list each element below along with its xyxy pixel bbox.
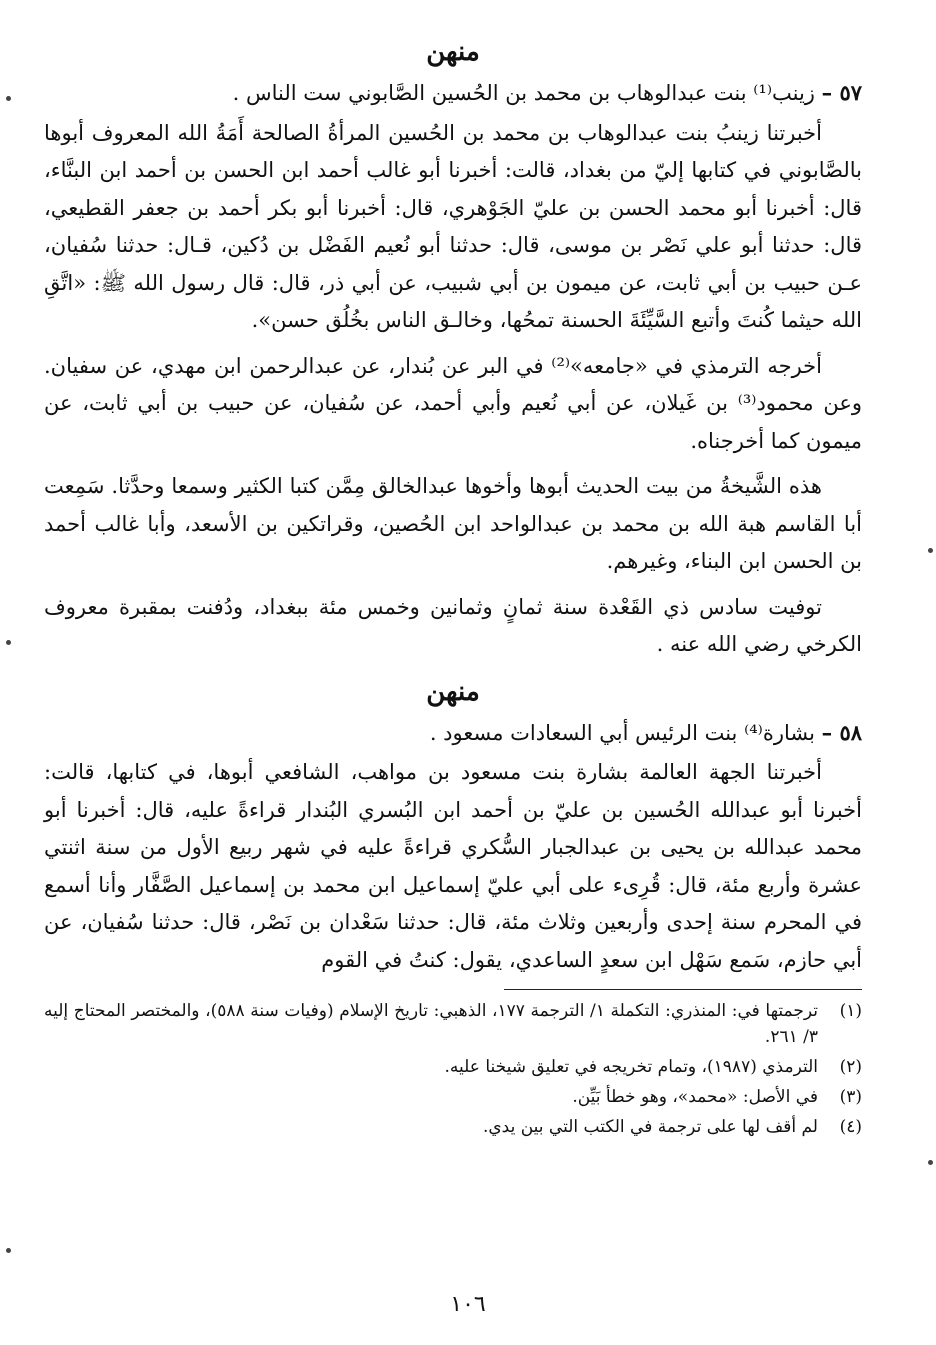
footnote-number: (٣) <box>839 1087 862 1107</box>
footnote-3 <box>44 1084 862 1110</box>
paragraph-isnad-58: أخبرتنا الجهة العالمة بشارة بنت مسعود بن مواهب، الشافعي أبوها، في كتابها، قالت: أخبرنا أبو عبدالله الحُسين بن عليّ بن أحمد ابن البُسري البُندار قراءةً عليه، قال: أخبرنا أبو محمد عبدالله بن يحيى بن عبدالجبار السُّكري قراءةً عليه في شهر ربيع الأول من سنة اثنتي عشرة وأربع مئة، قال: قُرِىء على أبي عليّ إسماعيل ابن محمد بن إسماعيل الصَّفَّار وأنا أسمع في المحرم سنة إحدى وأربعين وثلاث مئة، قال: حدثنا سَعْدان بن نَصْر، قال: حدثنا سُفيان، عن أبي حازم، سَمع سَهْل ابن سعدٍ الساعدي، يقول: كنتُ في القوم <box>44 760 862 972</box>
footnote-2 <box>44 1054 862 1080</box>
footnote-number: (٢) <box>839 1057 862 1077</box>
paragraph-biography-57: هذه الشَّيخةُ من بيت الحديث أبوها وأخوها عبدالخالق مِمَّن كتبا الكثير وسمعا وحدَّثا. سَمِعت أبا القاسم هبة الله بن محمد بن عبدالواحد ابن الحُصين، وقراتكين بن الأسعد، وأبا غالب أحمد بن الحسن ابن البناء، وغيرهم. <box>44 474 862 573</box>
entry-57-title: زينب⁽¹⁾ بنت عبدالوهاب بن محمد بن الحُسين الصَّابوني ست الناس . <box>232 81 815 105</box>
margin-dot <box>6 640 11 645</box>
margin-dot <box>928 548 933 553</box>
margin-dot <box>928 1160 933 1165</box>
section-heading-2: منهن <box>426 676 480 707</box>
section-heading-1: منهن <box>426 37 480 67</box>
footnote-1 <box>44 998 862 1050</box>
footnote-divider <box>504 989 862 990</box>
page-number: ١٠٦ <box>450 1292 486 1317</box>
margin-dot <box>6 1248 11 1253</box>
entry-58-title: بشارة⁽⁴⁾ بنت الرئيس أبي السعادات مسعود . <box>429 720 815 745</box>
entry-57-number: ٥٧ – <box>821 80 862 105</box>
footnote-4 <box>44 1114 862 1140</box>
page-body <box>44 30 862 1144</box>
margin-dot <box>6 96 11 101</box>
paragraph-death-57: توفيت سادس ذي القَعْدة سنة ثمانٍ وثمانين وخمس مئة ببغداد، ودُفنت بمقبرة معروف الكرخي رضي الله عنه . <box>44 594 862 656</box>
paragraph-takhrij-57: أخرجه الترمذي في «جامعه»⁽²⁾ في البر عن بُندار، عن عبدالرحمن ابن مهدي، عن سفيان. وعن محمود⁽³⁾ بن غَيلان، عن أبي نُعيم وأبي أحمد، عن سُفيان، عن حبيب بن أبي ثابت، عن ميمون كما أخرجناه. <box>44 353 862 453</box>
footnote-text: ترجمتها في: المنذري: التكملة ١/ الترجمة ١٧٧، الذهبي: تاريخ الإسلام (وفيات سنة ٥٨٨)، والمختصر المحتاج إليه ٣/ ٢٦١. <box>44 1001 818 1047</box>
footnotes <box>44 998 862 1140</box>
footnote-number: (١) <box>839 1001 862 1021</box>
footnote-text: في الأصل: «محمد»، وهو خطأ بَيِّن. <box>572 1087 818 1107</box>
footnote-text: لم أقف لها على ترجمة في الكتب التي بين يدي. <box>482 1117 818 1137</box>
entry-57 <box>44 74 862 113</box>
footnote-text: الترمذي (١٩٨٧)، وتمام تخريجه في تعليق شيخنا عليه. <box>444 1057 818 1077</box>
paragraph-isnad-57: أخبرتنا زينبُ بنت عبدالوهاب بن محمد بن الحُسين المرأةُ الصالحة أَمَةُ الله المعروف أبوها بالصَّابوني في كتابها إليّ من بغداد، قالت: أخبرنا أبو غالب أحمد ابن الحسن بن أحمد ابن البنَّاء، قال: أخبرنا أبو محمد الحسن بن عليّ الجَوْهري، قال: أخبرنا أبو بكر أحمد بن جعفر القطيعي، قال: حدثنا أبو علي نَصْر بن موسى، قال: حدثنا أبو نُعيم الفَضْل بن دُكين، قـال: حدثنا سُفيان، عـن حبيب بن أبي ثابت، عن ميمون بن أبي شبيب، عن أبي ذر، قال: قال رسول الله ﷺ: «اتَّقِ الله حيثما كُنتَ وأتبع السَّيِّئَةَ الحسنة تمحُها، وخالـق الناس بخُلُق حسن». <box>44 120 862 332</box>
entry-58-number: ٥٨ – <box>821 719 862 745</box>
entry-58 <box>44 714 862 753</box>
footnote-number: (٤) <box>839 1117 862 1137</box>
